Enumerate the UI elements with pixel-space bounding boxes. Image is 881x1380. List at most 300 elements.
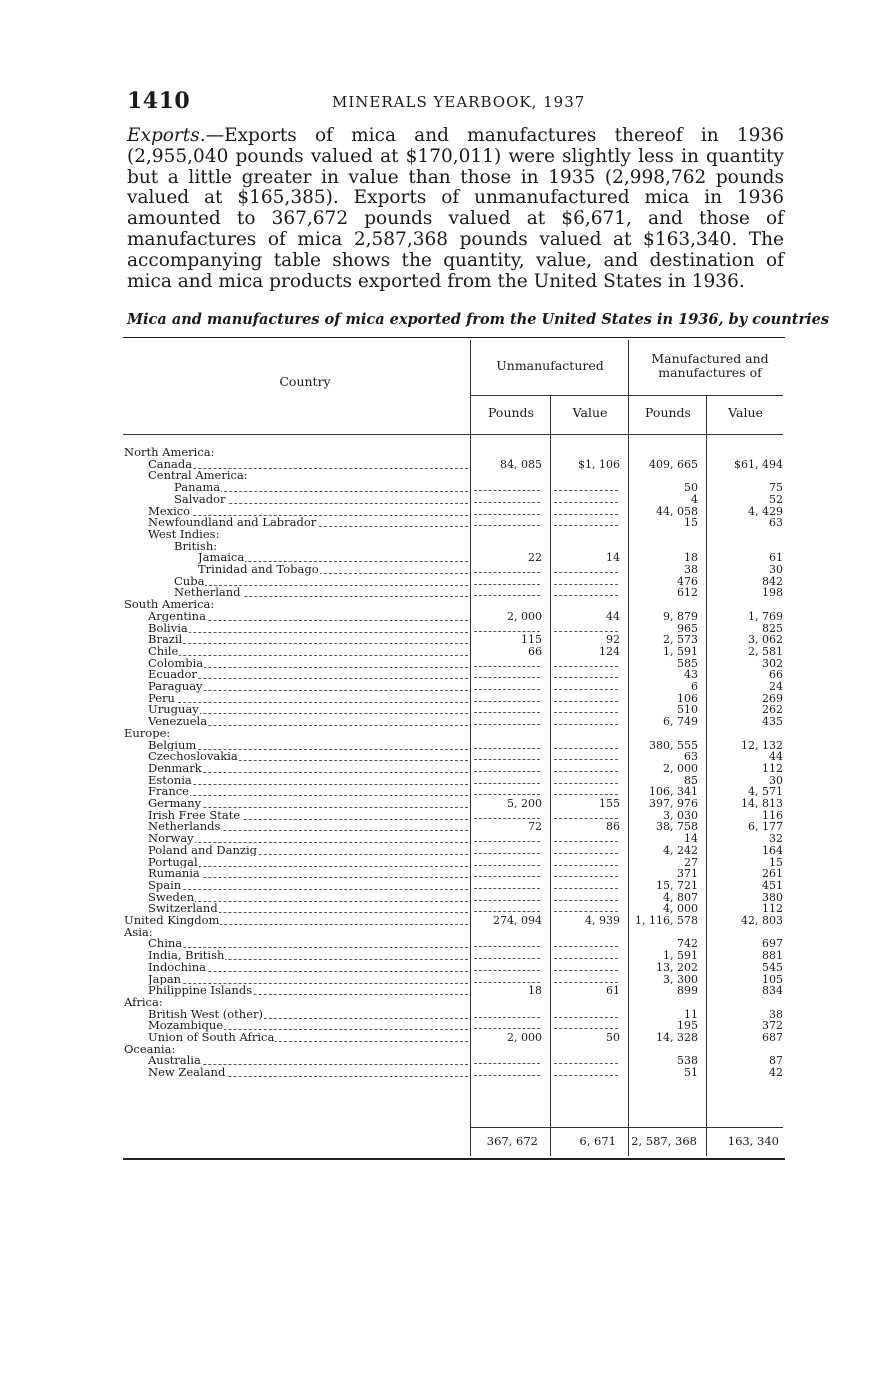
value-cell: 14, 328 bbox=[656, 1031, 698, 1044]
value-cell: 84, 085 bbox=[500, 457, 542, 471]
country-label: Asia: bbox=[124, 926, 153, 939]
empty-cell-dash bbox=[474, 689, 540, 690]
leader-dots bbox=[148, 983, 468, 984]
empty-cell-dash bbox=[554, 911, 618, 912]
country-label: West Indies: bbox=[148, 528, 220, 541]
leader-dots bbox=[148, 632, 468, 633]
country-label: Panama bbox=[174, 482, 221, 494]
value-cell: $1, 106 bbox=[578, 457, 620, 471]
country-name bbox=[174, 576, 468, 588]
leader-dots bbox=[148, 889, 468, 890]
value-cell: 409, 665 bbox=[649, 457, 698, 471]
empty-cell-dash bbox=[554, 970, 618, 971]
value-cell: 6, 749 bbox=[663, 715, 698, 729]
table-row bbox=[0, 482, 881, 494]
leader-dots bbox=[174, 585, 468, 586]
leader-dots bbox=[148, 515, 468, 516]
table-group-heading bbox=[0, 529, 881, 541]
value-cell: 302 bbox=[762, 656, 783, 670]
value-cell: 269 bbox=[762, 691, 783, 705]
country-label: Portugal bbox=[148, 856, 198, 869]
leader-dots bbox=[148, 842, 468, 843]
country-name bbox=[148, 517, 468, 529]
empty-cell-dash bbox=[474, 1017, 540, 1018]
country-name bbox=[148, 1067, 468, 1079]
empty-cell-dash bbox=[474, 701, 540, 702]
leader-dots bbox=[148, 702, 468, 703]
empty-cell-dash bbox=[554, 818, 618, 819]
country-name bbox=[148, 646, 468, 658]
country-label: Bolivia bbox=[148, 622, 188, 635]
table-row bbox=[0, 552, 881, 564]
table-row bbox=[0, 1032, 881, 1044]
value-cell: 106, 341 bbox=[649, 785, 698, 799]
value-cell: 155 bbox=[599, 797, 620, 810]
value-cell: 697 bbox=[762, 937, 783, 951]
empty-cell-dash bbox=[474, 818, 540, 819]
empty-cell-dash bbox=[474, 853, 540, 854]
empty-cell-dash bbox=[554, 783, 618, 784]
country-name bbox=[148, 623, 468, 635]
country-name bbox=[148, 470, 468, 482]
empty-cell-dash bbox=[474, 970, 540, 971]
empty-cell-dash bbox=[554, 865, 618, 866]
value-cell: 4 bbox=[691, 492, 698, 506]
table-row bbox=[0, 833, 881, 845]
value-cell: 380, 555 bbox=[649, 738, 698, 752]
table-row bbox=[0, 1055, 881, 1067]
unmanufactured-header: Unmanufactured bbox=[496, 358, 604, 373]
country-label: Czechoslovakia bbox=[148, 751, 238, 763]
value-cell: 86 bbox=[606, 820, 620, 834]
empty-cell-dash bbox=[554, 502, 618, 503]
country-name bbox=[174, 587, 468, 599]
empty-cell-dash bbox=[554, 1063, 618, 1064]
empty-cell-dash bbox=[554, 1075, 618, 1076]
value-cell: 965 bbox=[677, 621, 698, 635]
empty-cell-dash bbox=[554, 888, 618, 889]
value-cell: 435 bbox=[762, 715, 783, 729]
empty-cell-dash bbox=[474, 1075, 540, 1076]
country-name bbox=[148, 985, 468, 997]
value-cell: 545 bbox=[762, 960, 783, 974]
table-row bbox=[0, 821, 881, 833]
value-cell: 116 bbox=[762, 808, 783, 822]
value-cell: 66 bbox=[769, 668, 783, 682]
value-cell: 164 bbox=[762, 843, 783, 857]
value-cell: 4, 571 bbox=[748, 785, 783, 799]
value-cell: 72 bbox=[528, 820, 542, 834]
empty-cell-dash bbox=[474, 946, 540, 947]
country-label: India, British bbox=[148, 950, 225, 962]
table-group-heading bbox=[0, 1044, 881, 1056]
country-name bbox=[148, 740, 468, 752]
total-unmanufactured-pounds: 367, 672 bbox=[486, 1134, 538, 1148]
country-label: Norway bbox=[148, 833, 194, 845]
value-cell: 51 bbox=[684, 1066, 698, 1080]
table-row bbox=[0, 1020, 881, 1032]
country-name bbox=[148, 798, 468, 810]
value-cell: 834 bbox=[762, 984, 783, 998]
value-cell: 44 bbox=[606, 609, 620, 623]
empty-cell-dash bbox=[554, 853, 618, 854]
table-row bbox=[0, 517, 881, 529]
running-title: MINERALS YEARBOOK, 1937 bbox=[332, 93, 586, 111]
value-cell: 18 bbox=[528, 984, 542, 998]
country-label: Jamaica bbox=[198, 552, 245, 564]
empty-cell-dash bbox=[474, 502, 540, 503]
value-header: Value bbox=[728, 405, 763, 420]
value-cell: 4, 939 bbox=[585, 914, 620, 927]
country-name bbox=[148, 681, 468, 693]
value-cell: 50 bbox=[684, 481, 698, 495]
intro-lead: Exports. bbox=[127, 125, 206, 146]
country-label: Africa: bbox=[124, 996, 163, 1009]
value-cell: 85 bbox=[684, 773, 698, 787]
country-label: Sweden bbox=[148, 891, 195, 904]
empty-cell-dash bbox=[554, 759, 618, 760]
country-name bbox=[148, 693, 468, 705]
country-label: Chile bbox=[148, 645, 179, 658]
country-name bbox=[148, 704, 468, 716]
country-name bbox=[148, 810, 468, 822]
table-row bbox=[0, 985, 881, 997]
country-name bbox=[174, 494, 468, 506]
empty-cell-dash bbox=[554, 701, 618, 702]
country-label: British West (other) bbox=[148, 1008, 263, 1021]
value-cell: 198 bbox=[762, 586, 783, 600]
empty-cell-dash bbox=[474, 771, 540, 772]
total-manufactured-value: 163, 340 bbox=[727, 1134, 779, 1148]
country-label: France bbox=[148, 786, 189, 798]
leader-dots bbox=[148, 795, 468, 796]
total-manufactured-pounds: 2, 587, 368 bbox=[631, 1134, 697, 1148]
value-cell: 112 bbox=[762, 902, 783, 916]
country-label: Central America: bbox=[148, 470, 248, 483]
country-name bbox=[148, 716, 468, 728]
value-cell: 15 bbox=[769, 855, 783, 869]
country-label: Mexico bbox=[148, 505, 191, 518]
value-cell: 538 bbox=[677, 1054, 698, 1068]
value-cell: 112 bbox=[762, 761, 783, 775]
table-top-rule bbox=[123, 337, 785, 338]
table-group-heading bbox=[0, 470, 881, 482]
totals-rule bbox=[470, 1127, 783, 1128]
value-cell: 92 bbox=[606, 633, 620, 647]
country-name bbox=[174, 482, 468, 494]
value-cell: 510 bbox=[677, 703, 698, 717]
country-name bbox=[148, 845, 468, 857]
country-name bbox=[148, 962, 468, 974]
empty-cell-dash bbox=[474, 841, 540, 842]
value-cell: 1, 591 bbox=[663, 949, 698, 963]
empty-cell-dash bbox=[474, 525, 540, 526]
country-label: China bbox=[148, 938, 183, 951]
value-cell: 2, 000 bbox=[663, 761, 698, 775]
table-row bbox=[0, 459, 881, 471]
leader-dots bbox=[148, 784, 468, 785]
value-cell: 63 bbox=[769, 516, 783, 530]
value-cell: 6, 177 bbox=[748, 820, 783, 834]
table-row bbox=[0, 962, 881, 974]
empty-cell-dash bbox=[474, 712, 540, 713]
table-row bbox=[0, 494, 881, 506]
empty-cell-dash bbox=[554, 490, 618, 491]
country-name bbox=[124, 1044, 468, 1056]
country-name bbox=[148, 669, 468, 681]
country-name bbox=[148, 506, 468, 518]
table-row bbox=[0, 693, 881, 705]
empty-cell-dash bbox=[474, 490, 540, 491]
country-label: Japan bbox=[148, 973, 182, 986]
table-row bbox=[0, 658, 881, 670]
value-cell: 4, 242 bbox=[663, 843, 698, 857]
country-name bbox=[148, 529, 468, 541]
table-row bbox=[0, 704, 881, 716]
empty-cell-dash bbox=[554, 1017, 618, 1018]
country-label: Netherlands bbox=[148, 821, 221, 834]
header-subrule bbox=[470, 395, 783, 396]
table-row bbox=[0, 751, 881, 763]
empty-cell-dash bbox=[474, 911, 540, 912]
table-group-heading bbox=[0, 997, 881, 1009]
country-label: Salvador bbox=[174, 493, 226, 506]
empty-cell-dash bbox=[474, 888, 540, 889]
country-label: Poland and Danzig bbox=[148, 844, 258, 857]
table-row bbox=[0, 938, 881, 950]
empty-cell-dash bbox=[474, 631, 540, 632]
value-cell: 3, 062 bbox=[748, 633, 783, 647]
empty-cell-dash bbox=[554, 525, 618, 526]
country-name bbox=[148, 903, 468, 915]
country-name bbox=[148, 763, 468, 775]
value-cell: 1, 116, 578 bbox=[635, 914, 698, 927]
empty-cell-dash bbox=[474, 724, 540, 725]
empty-cell-dash bbox=[554, 631, 618, 632]
country-name bbox=[148, 459, 468, 471]
country-label: Trinidad and Tobago bbox=[198, 564, 319, 576]
value-cell: 612 bbox=[677, 586, 698, 600]
total-unmanufactured-value: 6, 671 bbox=[579, 1134, 616, 1148]
country-name bbox=[148, 833, 468, 845]
country-label: Mozambique bbox=[148, 1020, 224, 1032]
header-bottom-rule bbox=[123, 434, 783, 435]
empty-cell-dash bbox=[554, 982, 618, 983]
country-name bbox=[174, 541, 468, 553]
empty-cell-dash bbox=[474, 900, 540, 901]
empty-cell-dash bbox=[474, 876, 540, 877]
value-cell: 380 bbox=[762, 890, 783, 904]
value-cell: 4, 000 bbox=[663, 902, 698, 916]
table-row bbox=[0, 587, 881, 599]
country-name bbox=[124, 915, 468, 927]
value-cell: 3, 300 bbox=[663, 972, 698, 986]
table-group-heading bbox=[0, 927, 881, 939]
country-label: Colombia bbox=[148, 657, 204, 670]
empty-cell-dash bbox=[554, 946, 618, 947]
value-cell: 6 bbox=[691, 680, 698, 693]
empty-cell-dash bbox=[554, 748, 618, 749]
country-name bbox=[148, 938, 468, 950]
empty-cell-dash bbox=[474, 666, 540, 667]
empty-cell-dash bbox=[554, 595, 618, 596]
country-name bbox=[124, 447, 468, 459]
table-row bbox=[0, 716, 881, 728]
value-cell: 4, 807 bbox=[663, 890, 698, 904]
pounds-header: Pounds bbox=[645, 405, 691, 420]
table-group-heading bbox=[0, 728, 881, 740]
country-label: Switzerland bbox=[148, 903, 218, 915]
value-header: Value bbox=[572, 405, 608, 420]
country-label: South America: bbox=[124, 599, 215, 611]
table-row bbox=[0, 857, 881, 869]
empty-cell-dash bbox=[474, 748, 540, 749]
value-cell: 372 bbox=[762, 1019, 783, 1033]
table-row bbox=[0, 845, 881, 857]
country-label: Europe: bbox=[124, 727, 171, 740]
value-cell: 881 bbox=[762, 949, 783, 963]
value-cell: 27 bbox=[684, 855, 698, 869]
value-cell: 14 bbox=[684, 832, 698, 846]
country-label: North America: bbox=[124, 447, 215, 459]
empty-cell-dash bbox=[474, 572, 540, 573]
empty-cell-dash bbox=[554, 712, 618, 713]
empty-cell-dash bbox=[474, 759, 540, 760]
country-name bbox=[148, 857, 468, 869]
value-cell: 115 bbox=[521, 633, 542, 647]
value-cell: 2, 000 bbox=[507, 1031, 542, 1044]
value-cell: 38 bbox=[684, 563, 698, 576]
country-name bbox=[124, 599, 468, 611]
country-label: British: bbox=[174, 540, 218, 553]
country-label: Rumania bbox=[148, 868, 200, 880]
empty-cell-dash bbox=[474, 584, 540, 585]
table-row bbox=[0, 576, 881, 588]
empty-cell-dash bbox=[474, 1028, 540, 1029]
value-cell: 899 bbox=[677, 984, 698, 998]
country-name bbox=[148, 775, 468, 787]
value-cell: 105 bbox=[762, 972, 783, 986]
table-row bbox=[0, 798, 881, 810]
value-cell: 13, 202 bbox=[656, 960, 698, 974]
value-cell: 397, 976 bbox=[649, 797, 698, 810]
table-caption: Mica and manufactures of mica exported from the United States in 1936, by countries bbox=[127, 311, 830, 328]
empty-cell-dash bbox=[474, 865, 540, 866]
table-group-heading bbox=[0, 447, 881, 459]
value-cell: 3, 030 bbox=[663, 808, 698, 822]
value-cell: 274, 094 bbox=[493, 914, 542, 927]
country-label: Paraguay bbox=[148, 681, 203, 693]
country-label: Argentina bbox=[148, 610, 206, 623]
value-cell: 30 bbox=[769, 773, 783, 787]
country-label: Netherland bbox=[174, 587, 241, 600]
table-row bbox=[0, 564, 881, 576]
value-cell: 1, 769 bbox=[748, 609, 783, 623]
empty-cell-dash bbox=[554, 876, 618, 877]
value-cell: 451 bbox=[762, 878, 783, 892]
empty-cell-dash bbox=[554, 666, 618, 667]
empty-cell-dash bbox=[554, 958, 618, 959]
country-name bbox=[148, 868, 468, 880]
empty-cell-dash bbox=[474, 958, 540, 959]
country-label: Union of South Africa bbox=[148, 1032, 275, 1044]
country-label: Estonia bbox=[148, 774, 192, 787]
page-number: 1410 bbox=[127, 88, 191, 114]
country-name bbox=[148, 1032, 468, 1044]
table-row bbox=[0, 880, 881, 892]
empty-cell-dash bbox=[554, 771, 618, 772]
leader-dots bbox=[148, 643, 468, 644]
country-name bbox=[124, 728, 468, 740]
country-name bbox=[148, 974, 468, 986]
country-name bbox=[198, 564, 468, 576]
table-row bbox=[0, 1009, 881, 1021]
value-cell: 24 bbox=[769, 680, 783, 693]
value-cell: 87 bbox=[769, 1054, 783, 1068]
table-row bbox=[0, 646, 881, 658]
empty-cell-dash bbox=[474, 595, 540, 596]
empty-cell-dash bbox=[554, 1028, 618, 1029]
country-label: Australia bbox=[148, 1055, 201, 1068]
country-label: Spain bbox=[148, 879, 182, 892]
empty-cell-dash bbox=[474, 1063, 540, 1064]
country-name bbox=[148, 611, 468, 623]
table-row bbox=[0, 892, 881, 904]
country-name bbox=[148, 950, 468, 962]
country-label: Newfoundland and Labrador bbox=[148, 517, 317, 529]
table-row bbox=[0, 974, 881, 986]
table-group-heading bbox=[0, 541, 881, 553]
empty-cell-dash bbox=[474, 982, 540, 983]
empty-cell-dash bbox=[554, 572, 618, 573]
country-label: Venezuela bbox=[148, 716, 208, 728]
table-row bbox=[0, 950, 881, 962]
value-cell: 52 bbox=[769, 492, 783, 506]
leader-dots bbox=[148, 655, 468, 656]
value-cell: 262 bbox=[762, 703, 783, 717]
country-header: Country bbox=[279, 374, 331, 389]
value-cell: 75 bbox=[769, 481, 783, 495]
country-label: United Kingdom bbox=[124, 915, 220, 927]
value-cell: 12, 132 bbox=[741, 738, 783, 752]
empty-cell-dash bbox=[474, 514, 540, 515]
empty-cell-dash bbox=[474, 677, 540, 678]
country-label: Uruguay bbox=[148, 704, 199, 717]
value-cell: 50 bbox=[606, 1031, 620, 1044]
value-cell: 38 bbox=[769, 1007, 783, 1021]
value-cell: 15 bbox=[684, 516, 698, 530]
value-cell: 842 bbox=[762, 574, 783, 588]
country-name bbox=[198, 552, 468, 564]
country-name bbox=[148, 786, 468, 798]
value-cell: 195 bbox=[677, 1019, 698, 1033]
value-cell: 742 bbox=[677, 937, 698, 951]
country-label: Belgium bbox=[148, 739, 197, 752]
empty-cell-dash bbox=[554, 677, 618, 678]
value-cell: 22 bbox=[528, 551, 542, 565]
value-cell: 66 bbox=[528, 644, 542, 658]
leader-dots bbox=[148, 947, 468, 948]
value-cell: 61 bbox=[606, 984, 620, 998]
value-cell: $61, 494 bbox=[734, 457, 783, 471]
country-label: Denmark bbox=[148, 762, 202, 775]
value-cell: 2, 573 bbox=[663, 633, 698, 647]
value-cell: 124 bbox=[599, 644, 620, 658]
value-cell: 2, 581 bbox=[748, 644, 783, 658]
table-row bbox=[0, 915, 881, 927]
value-cell: 106 bbox=[677, 691, 698, 705]
country-name bbox=[148, 1055, 468, 1067]
